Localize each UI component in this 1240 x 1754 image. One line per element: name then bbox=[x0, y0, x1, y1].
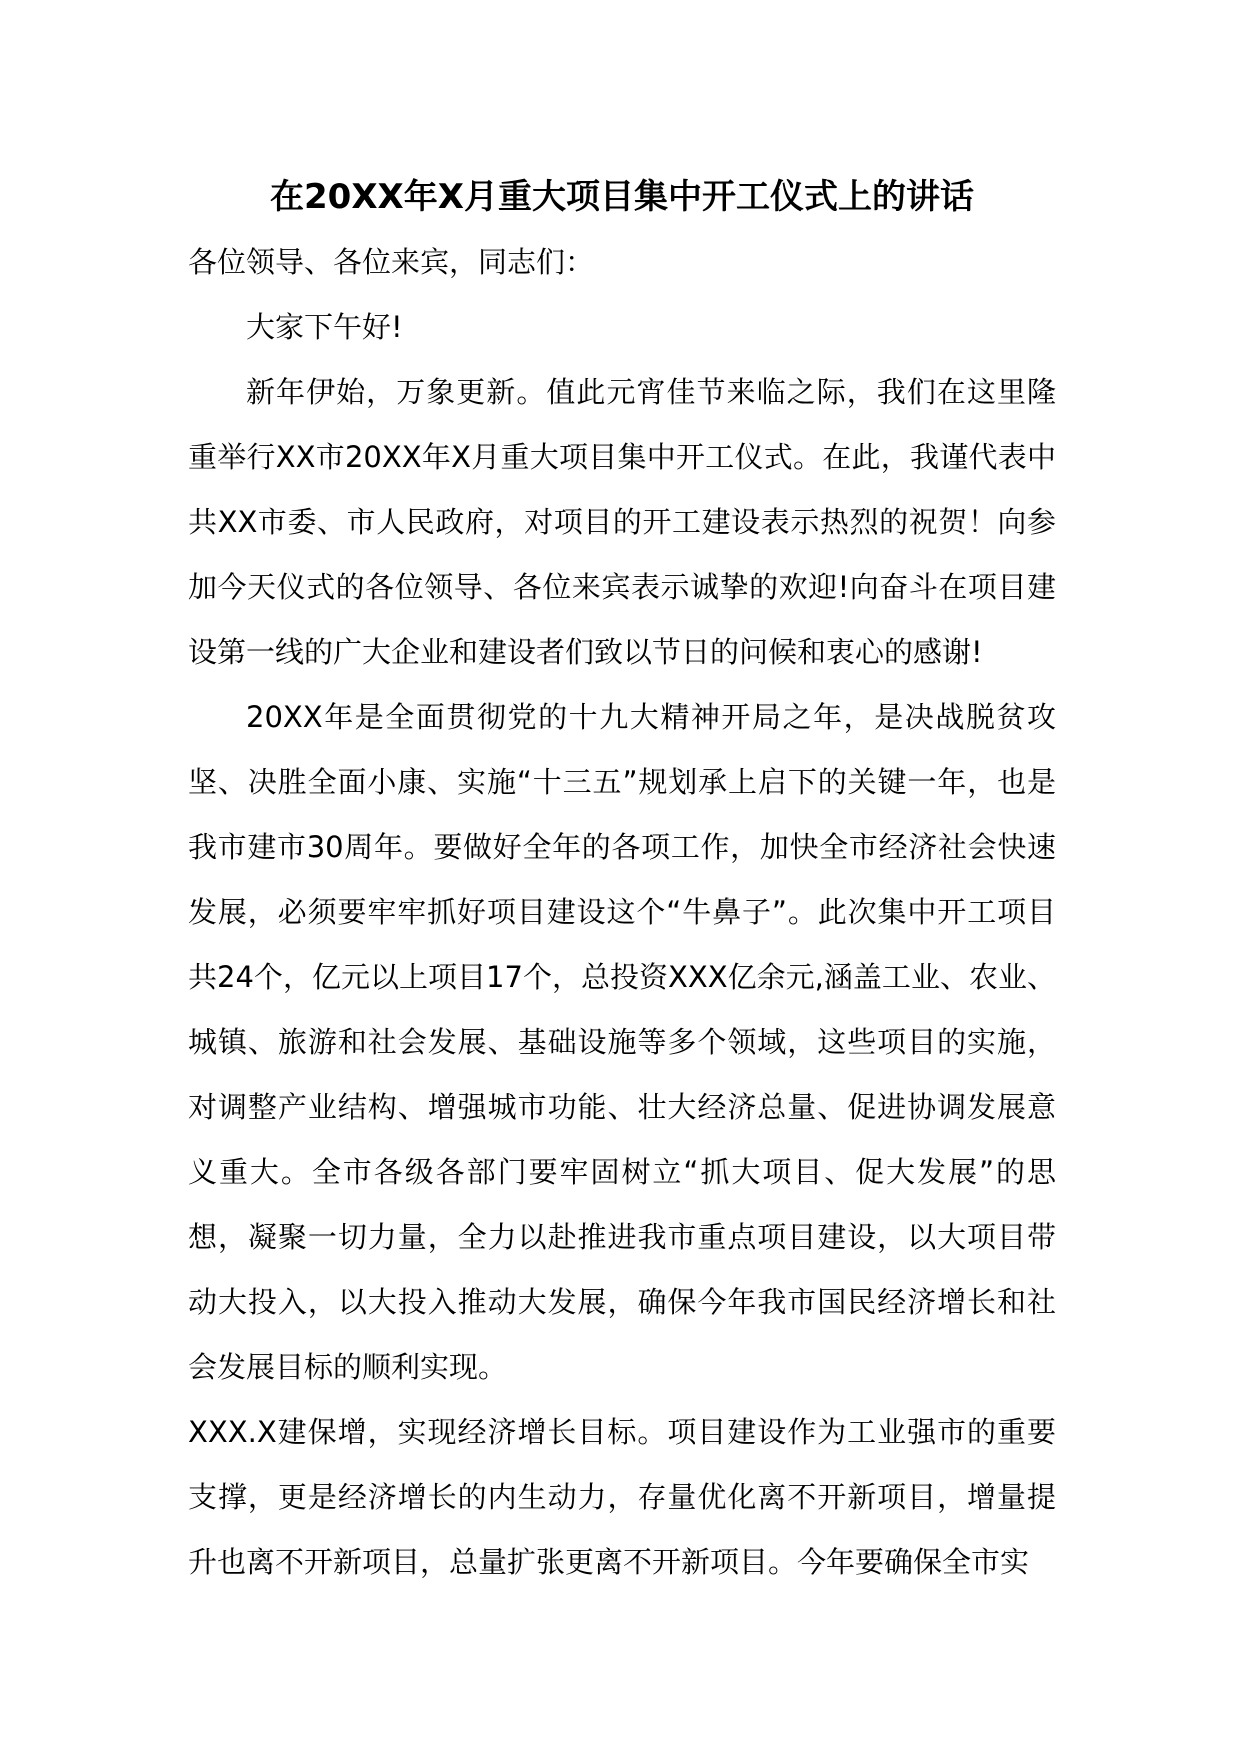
paragraph-growth-target: XXX.X建保增，实现经济增长目标。项目建设作为工业强市的重要支撑，更是经济增长的内生动力，存量优化离不开新项目，增量提升也离不开新项目，总量扩张更离不开新项目。今年要确保全市实 bbox=[188, 1415, 1056, 1579]
paragraph-year-overview: 20XX年是全面贯彻党的十九大精神开局之年，是决战脱贫攻坚、决胜全面小康、实施“十三五”规划承上启下的关键一年，也是我市建市30周年。要做好全年的各项工作，加快全市经济社会快速发展，必须要牢牢抓好项目建设这个“牛鼻子”。此次集中开工项目共24个，亿元以上项目17个，总投资XXX亿余元,涵盖工业、农业、城镇、旅游和社会发展、基础设施等多个领域，这些项目的实施，对调整产业结构、增强城市功能、壮大经济总量、促进协调发展意义重大。全市各级各部门要牢固树立“抓大项目、促大发展”的思想，凝聚一切力量，全力以赴推进我市重点项目建设，以大项目带动大投入，以大投入推动大发展，确保今年我市国民经济增长和社会发展目标的顺利实现。 bbox=[188, 700, 1056, 1384]
salutation: 各位领导、各位来宾，同志们： bbox=[188, 245, 595, 279]
greeting: 大家下午好! bbox=[246, 310, 403, 344]
document-body bbox=[188, 172, 1056, 1595]
document-title: 在20XX年X月重大项目集中开工仪式上的讲话 bbox=[270, 177, 974, 217]
paragraph-opening: 新年伊始，万象更新。值此元宵佳节来临之际，我们在这里隆重举行XX市20XX年X月重大项目集中开工仪式。在此，我谨代表中共XX市委、市人民政府，对项目的开工建设表示热烈的祝贺！向参加今天仪式的各位领导、各位来宾表示诚挚的欢迎!向奋斗在项目建设第一线的广大企业和建设者们致以节日的问候和衷心的感谢! bbox=[188, 375, 1056, 669]
